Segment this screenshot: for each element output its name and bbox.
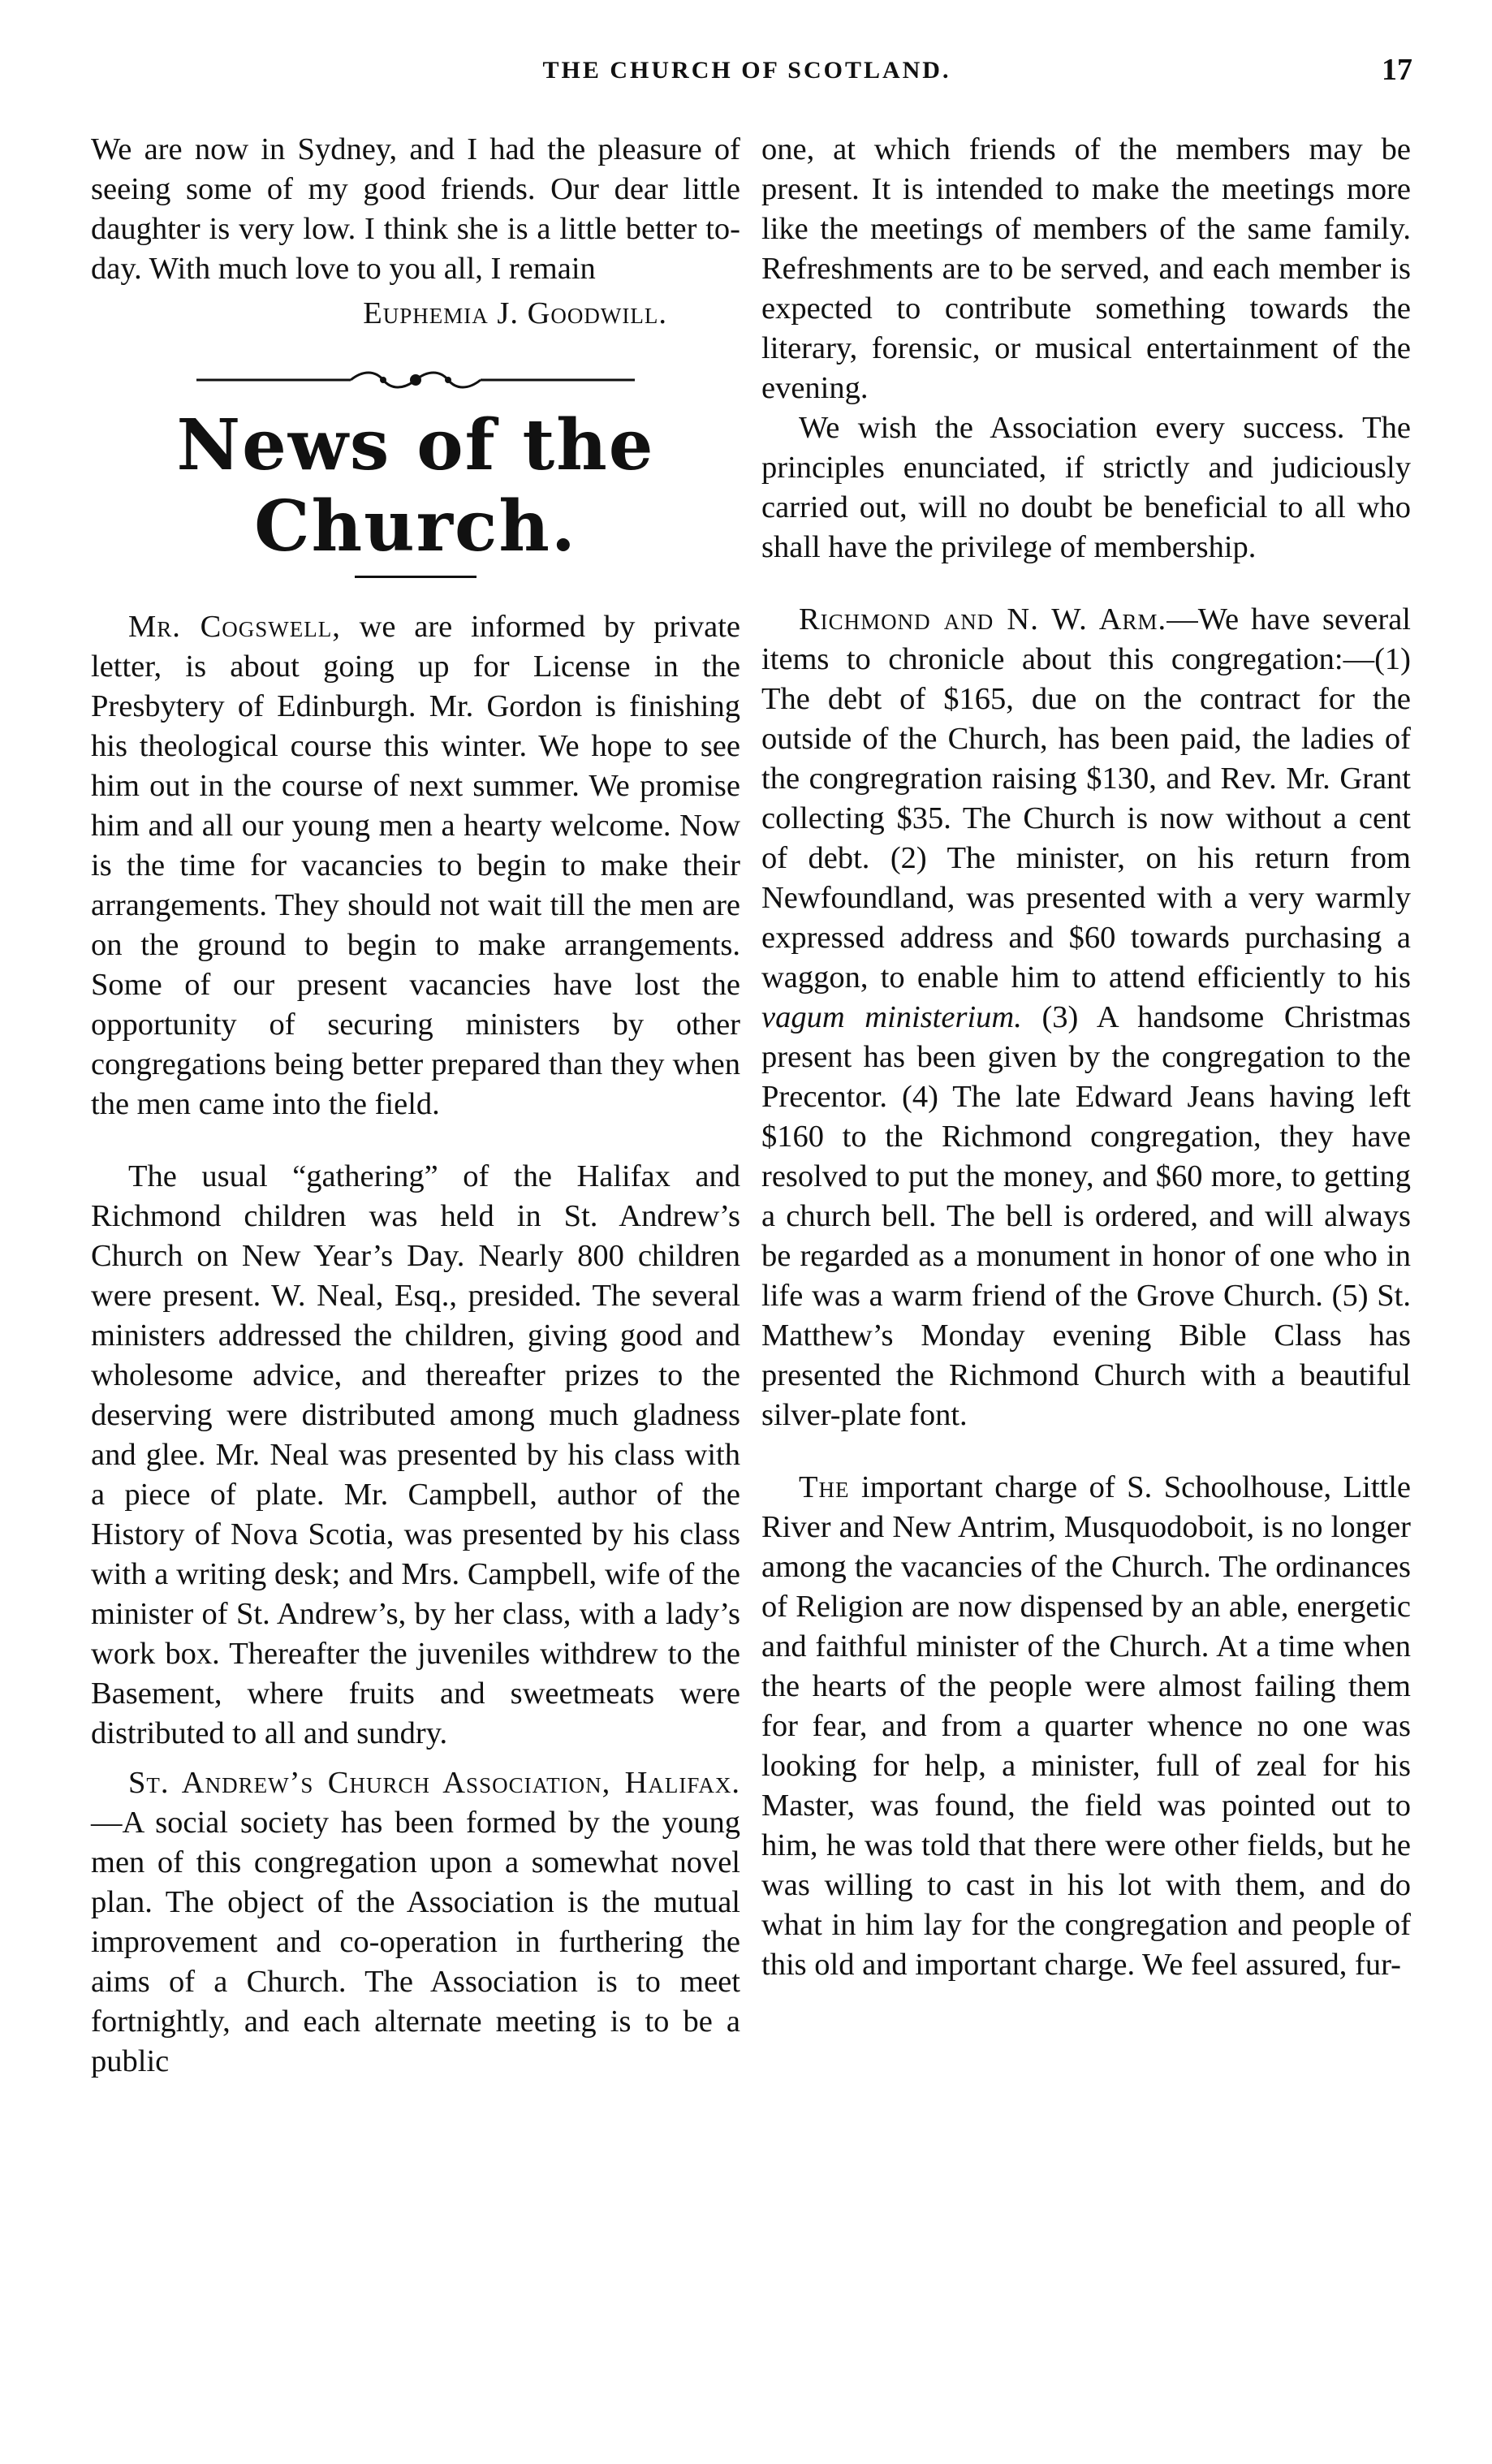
richmond-body-2: (3) A handsome Christmas present has been given by the congregation to the Precentor. (4) The late Edward Jeans having left $160 to the Richmond congregation, they have resolved to put the money, and $60 more, to getting a church bell. The bell is ordered, and will always be regarded as a monument in honor of one who in life was a warm friend of the Grove Church. (5) St. Matthew’s Monday evening Bible Class has presented the Richmond Church with a beautiful silver-plate font. xyxy=(761,1000,1412,1432)
paragraph-cogswell xyxy=(91,607,740,1124)
right-column xyxy=(761,130,1411,1985)
schoolhouse-body: important charge of S. Schoolhouse, Little River and New Antrim, Musquodoboit, is no longer among the vacancies of the Church. The ordinances of Religion are now dispensed by an able, energetic and faithful minister of the Church. At a time when the hearts of the people were almost failing them for fear, and from a quarter whence no one was looking for help, a minister, full of zeal for his Master, was found, the field was pointed out to him, he was told that there were other fields, but he was willing to cast in his lot with them, and do what in him lay for the congregation and people of this old and important charge. We feel assured, fur- xyxy=(761,1470,1411,1982)
richmond-italic: vagum ministerium. xyxy=(761,1000,1022,1034)
paragraph-gathering: The usual “gathering” of the Halifax and Richmond children was held in St. Andrew’s Church on New Year’s Day. Nearly 800 children were present. W. Neal, Esq., presided. The several ministers addressed the children, giving good and wholesome advice, and thereafter prizes to the deserving were distributed among much gladness and glee. Mr. Neal was presented by his class with a piece of plate. Mr. Campbell, author of the History of Nova Scotia, was presented by his class with a writing desk; and Mrs. Campbell, wife of the minister of St. Andrew’s, by her class, with a lady’s work box. Thereafter the juveniles withdrew to the Basement, where fruits and sweetmeats were distributed to all and sundry. xyxy=(91,1159,740,1750)
cogswell-lead: Mr. Cogswell, xyxy=(128,610,341,644)
left-column xyxy=(91,130,740,2082)
running-title: THE CHURCH OF SCOTLAND. xyxy=(542,57,951,84)
paragraph-association-wish: We wish the Association every success. The principles enunciated, if strictly and judiciously carried out, will no doubt be beneficial to all who shall have the privilege of membership. xyxy=(761,411,1411,564)
paragraph-association xyxy=(91,1763,740,2082)
ornament-divider-icon xyxy=(188,366,643,394)
running-head xyxy=(81,52,1412,101)
section-heading: News of the Church. xyxy=(176,404,655,567)
paragraph-association-cont: one, at which friends of the members may be present. It is intended to make the meetings more like the meetings of members of the same family. Refreshments are to be served, and each member is expected to contribute something towards the literary, forensic, or musical entertainment of the evening. xyxy=(761,132,1411,405)
paragraph-richmond xyxy=(761,600,1411,1435)
cogswell-body: we are informed by private letter, is about going up for License in the Presbytery of Edinburgh. Mr. Gordon is finishing his theological course this winter. We hope to see him out in the course of next summer. We promise him and all our young men a hearty welcome. Now is the time for vacancies to begin to make their arrangements. They should not wait till the men are on the ground to begin to make arrangements. Some of our present vacancies have lost the opportunity of securing ministers by other congregations being better prepared than they when the men came into the field. xyxy=(91,610,740,1121)
page-number: 17 xyxy=(1382,53,1412,87)
association-lead: St. Andrew’s Church Association, Halifax. xyxy=(128,1766,740,1800)
paragraph-schoolhouse xyxy=(761,1468,1411,1985)
richmond-lead: Richmond and N. W. Arm. xyxy=(799,602,1167,636)
schoolhouse-lead: The xyxy=(799,1470,850,1504)
richmond-body-1: —We have several items to chronicle about this congregation:—(1) The debt of $165, due on the contract for the outside of the Church, has been paid, the ladies of the congregration raising $130, and Rev. Mr. Grant collecting $35. The Church is now without a cent of debt. (2) The minister, on his return from Newfoundland, was presented with a very warmly expressed address and $60 towards purchasing a waggon, to enable him to attend efficiently to his xyxy=(761,602,1411,995)
letter-ending: We are now in Sydney, and I had the pleasure of seeing some of my good friends. Our dear little daughter is very low. I think she is a little better to-day. With much love to you all, I remain xyxy=(91,132,740,286)
signature: Euphemia J. Goodwill. xyxy=(363,296,667,330)
association-body: —A social society has been formed by the young men of this congregation upon a somewhat novel plan. The object of the Association is the mutual improvement and co-operation in furthering the aims of a Church. The Association is to meet fortnightly, and each alternate meeting is to be a public xyxy=(91,1806,740,2078)
heading-rule xyxy=(355,576,476,578)
